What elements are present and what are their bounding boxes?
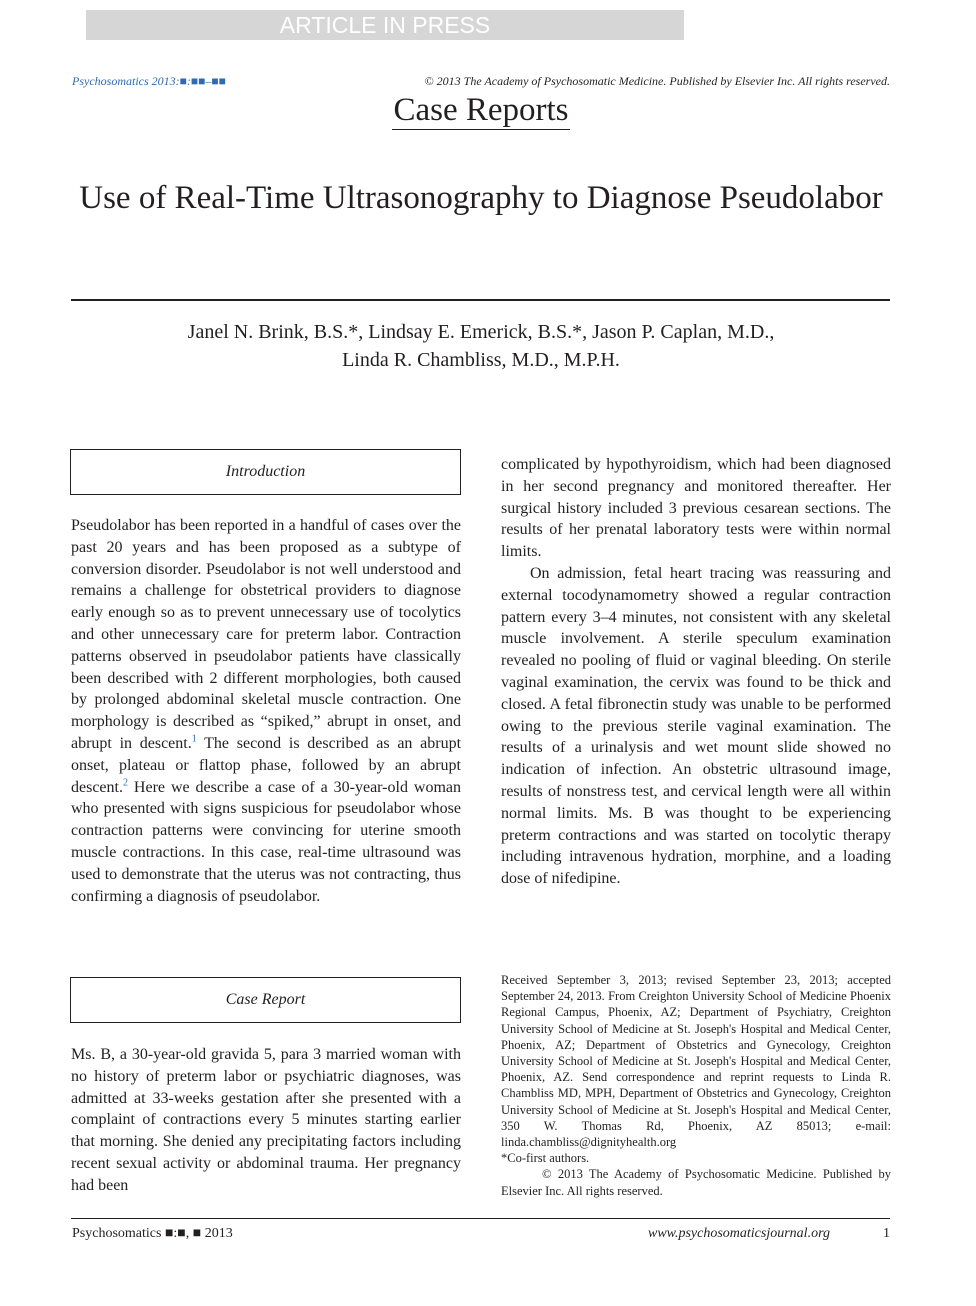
introduction-body [71, 515, 461, 907]
journal-reference[interactable]: Psychosomatics 2013:■:■■–■■ [72, 74, 226, 88]
footer-divider [71, 1218, 890, 1219]
right-paragraph-2: On admission, fetal heart tracing was reassuring and external tocodynamometry showed a regular contraction pattern every 3–4 minutes, not consistent with any skeletal muscle involvement. A sterile speculum examination revealed no pooling of fluid or vaginal bleeding. On sterile vaginal examination, the cervix was found to be thick and closed. A fetal fibronectin study was unable to be performed owing to the previous sterile vaginal examination. The results of a urinalysis and wet mount slide showed no indication of infection. An obstetric ultrasound image, results of nonstress test, and cervical length were all within normal limits. Ms. B was thought to be experiencing preterm contractions and was started on tocolytic therapy including intravenous hydration, morphine, and a loading dose of nifedipine. [501, 564, 891, 888]
article-in-press-banner: ARTICLE IN PRESS [86, 10, 684, 40]
title-divider [71, 299, 890, 301]
author-list [72, 318, 890, 374]
received-note: Received September 3, 2013; revised September 23, 2013; accepted September 24, 2013. From Creighton University School of Medicine Phoenix Regional Campus, Phoenix, AZ; Department of Psychiatry, Creighton University School of Medicine at St. Joseph's Hospital and Medical Center, Phoenix, AZ; Department of Obstetrics and Gynecology, Creighton University School of Medicine at St. Joseph's Hospital and Medical Center, Phoenix, AZ. Send correspondence and reprint requests to Linda R. Chambliss MD, MPH, Department of Obstetrics and Gynecology, Creighton University School of Medicine at St. Joseph's Hospital and Medical Center, 350 W. Thomas Rd, Phoenix, AZ 85013; e-mail: linda.chambliss@dignityhealth.org [501, 973, 891, 1150]
introduction-heading: Introduction [70, 449, 461, 495]
right-column-body [501, 454, 891, 890]
reference-1-link[interactable]: 1 [191, 733, 197, 745]
intro-text-3: Here we describe a case of a 30-year-old woman who presented with signs suspicious for pseudolabor whose contraction patterns were convincing for uterine smooth muscle contractions. In this case, real-time ultrasound was used to demonstrate that the uterus was not contracting, thus confirming a diagnosis of pseudolabor. [71, 778, 461, 905]
cofirst-note: *Co-first authors. [501, 1151, 590, 1166]
intro-text-2: The second is described as an abrupt onset, plateau or flattop phase, followed by an abrupt descent. [71, 734, 462, 796]
page-number: 1 [883, 1226, 890, 1241]
case-report-body [71, 1044, 461, 1197]
authors-line-1: Janel N. Brink, B.S.*, Lindsay E. Emerick, B.S.*, Jason P. Caplan, M.D., [187, 321, 775, 343]
right-paragraph-1: complicated by hypothyroidism, which had been diagnosed in her second pregnancy and monitored thereafter. Her surgical history included 3 previous cesarean sections. The results of her prenatal laboratory tests were within normal limits. [501, 456, 891, 561]
footnote-copyright: © 2013 The Academy of Psychosomatic Medicine. Published by Elsevier Inc. All rights reserved. [501, 1167, 891, 1198]
case-report-paragraph: Ms. B, a 30-year-old gravida 5, para 3 married woman with no history of preterm labor or psychiatric diagnoses, was admitted at 33-weeks gestation after she presented with a complaint of contractions every 5 minutes starting earlier that morning. She denied any precipitating factors including recent sexual activity or abdominal trauma. Her pregnancy had been [71, 1046, 461, 1194]
article-title: Use of Real-Time Ultrasonography to Diagnose Pseudolabor [79, 180, 883, 216]
copyright-header: © 2013 The Academy of Psychosomatic Medicine. Published by Elsevier Inc. All rights reserved. [424, 74, 890, 88]
section-title-text: Case Reports [393, 92, 569, 128]
intro-text-1: Pseudolabor has been reported in a handful of cases over the past 20 years and has been proposed as a subtype of conversion disorder. Pseudolabor is not well understood and remains a challenge for obstetrical providers to diagnose early enough so as to prevent unnecessary use of tocolytics and other unnecessary care for preterm labor. Contraction patterns observed in pseudolabor patients have classically been described with 2 different morphologies, both caused by prolonged abdominal skeletal muscle contraction. One morphology is described as “spiked,” abrupt in onset, and abrupt in descent. [71, 517, 461, 752]
case-report-heading: Case Report [70, 977, 461, 1023]
footer-journal: Psychosomatics ■:■, ■ 2013 [72, 1226, 233, 1241]
authors-line-2: Linda R. Chambliss, M.D., M.P.H. [342, 349, 620, 371]
section-title [0, 88, 962, 132]
reference-2-link[interactable]: 2 [122, 777, 128, 789]
article-footnote [501, 972, 891, 1199]
footer-url-link[interactable]: www.psychosomaticsjournal.org [647, 1226, 830, 1241]
introduction-paragraph [71, 515, 461, 907]
